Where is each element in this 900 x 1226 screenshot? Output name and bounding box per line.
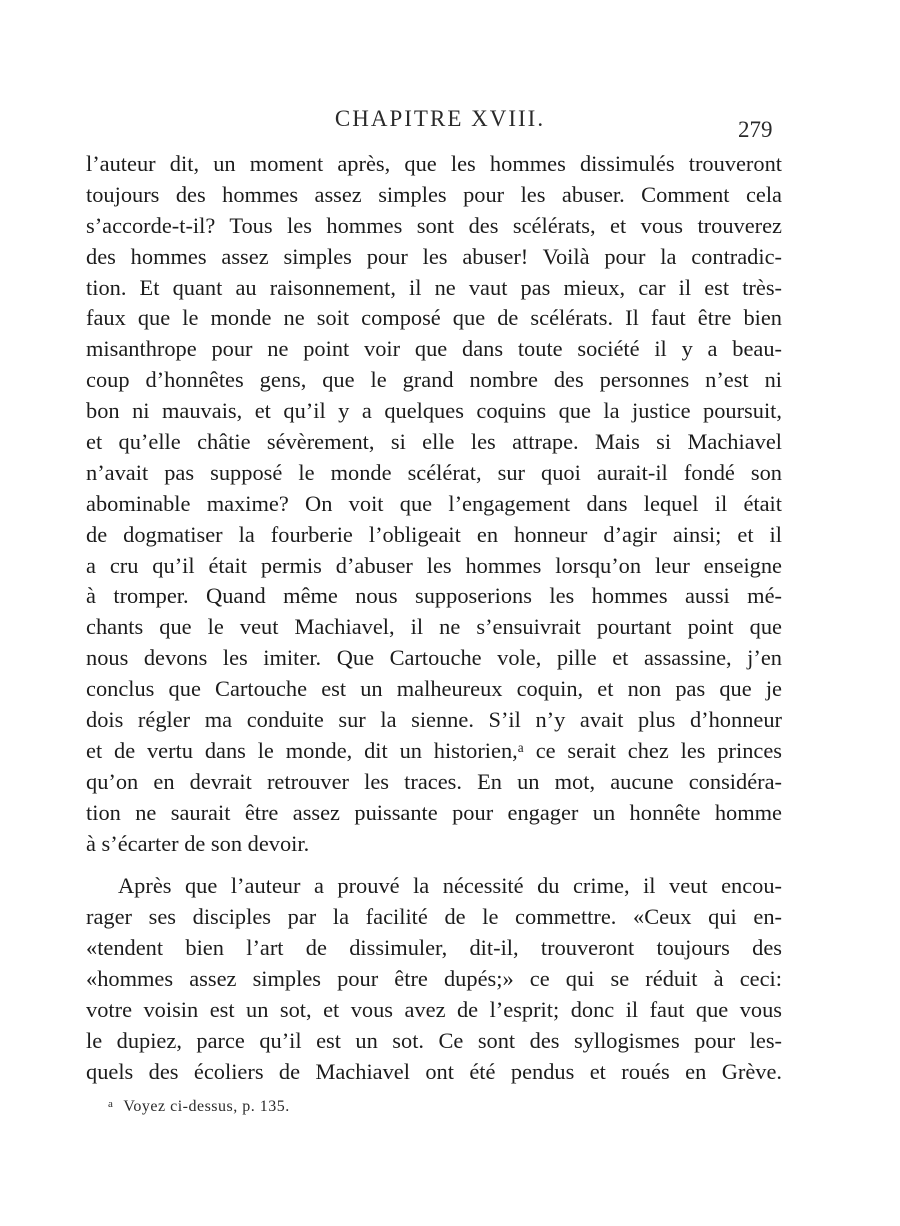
text-line: coup d’honnêtes gens, que le grand nombre des personnes n’est ni <box>86 367 782 393</box>
text-line: et qu’elle châtie sévèrement, si elle les attrape. Mais si Machiavel <box>86 429 782 455</box>
footnote <box>108 1098 290 1116</box>
paragraph-2 <box>86 871 782 1087</box>
text-line: a cru qu’il était permis d’abuser les hommes lorsqu’on leur enseigne <box>86 552 782 578</box>
text-line: dois régler ma conduite sur la sienne. S’il n’y avait plus d’honneur <box>86 707 782 733</box>
text-line: toujours des hommes assez simples pour les abuser. Comment cela <box>86 181 782 207</box>
paragraph-gap <box>86 859 782 871</box>
text-line: rager ses disciples par la facilité de le commettre. «Ceux qui en- <box>86 904 782 930</box>
text-line: faux que le monde ne soit composé que de scélérats. Il faut être bien <box>86 305 782 331</box>
text-line: chants que le veut Machiavel, il ne s’ensuivrait pourtant point que <box>86 614 782 640</box>
text-line: nous devons les imiter. Que Cartouche vole, pille et assassine, j’en <box>86 645 782 671</box>
text-line: abominable maxime? On voit que l’engagement dans lequel il était <box>86 490 782 516</box>
chapter-running-head: CHAPITRE XVIII. <box>334 106 546 131</box>
text-line: «tendent bien l’art de dissimuler, dit-il, trouveront toujours des <box>86 935 782 961</box>
text-line: et de vertu dans le monde, dit un historien,ᵃ ce serait chez les princes <box>86 737 782 763</box>
text-line: votre voisin est un sot, et vous avez de l’esprit; donc il faut que vous <box>86 997 782 1023</box>
paragraph-1 <box>86 149 782 859</box>
text-line: conclus que Cartouche est un malheureux coquin, et non pas que je <box>86 676 782 702</box>
text-line: de dogmatiser la fourberie l’obligeait en honneur d’agir ainsi; et il <box>86 521 782 547</box>
footnote-text: Voyez ci-dessus, p. 135. <box>123 1098 290 1115</box>
body-text <box>86 149 782 1088</box>
page-number: 279 <box>738 117 773 142</box>
text-line: tion. Et quant au raisonnement, il ne vaut pas mieux, car il est très- <box>86 274 782 300</box>
text-line: Après que l’auteur a prouvé la nécessité du crime, il veut encou- <box>118 873 782 899</box>
text-line: «hommes assez simples pour être dupés;» ce qui se réduit à ceci: <box>86 966 782 992</box>
text-line: à s’écarter de son devoir. <box>86 830 310 856</box>
text-line: tion ne saurait être assez puissante pour engager un honnête homme <box>86 799 782 825</box>
text-line: le dupiez, parce qu’il est un sot. Ce sont des syllogismes pour les- <box>86 1027 782 1053</box>
text-line: qu’on en devrait retrouver les traces. En un mot, aucune considéra- <box>86 768 782 794</box>
text-line: à tromper. Quand même nous supposerions les hommes aussi mé- <box>86 583 782 609</box>
text-line: misanthrope pour ne point voir que dans toute société il y a beau- <box>86 336 782 362</box>
text-line: quels des écoliers de Machiavel ont été pendus et roués en Grève. <box>86 1058 782 1084</box>
text-line: l’auteur dit, un moment après, que les hommes dissimulés trouveront <box>86 151 782 176</box>
text-line: n’avait pas supposé le monde scélérat, sur quoi aurait-il fondé son <box>86 459 782 485</box>
text-line: bon ni mauvais, et qu’il y a quelques coquins que la justice poursuit, <box>86 398 782 424</box>
text-line: s’accorde-t-il? Tous les hommes sont des scélérats, et vous trouverez <box>86 212 782 238</box>
footnote-marker: a <box>108 1098 114 1110</box>
text-line: des hommes assez simples pour les abuser! Voilà pour la contradic- <box>86 243 782 269</box>
